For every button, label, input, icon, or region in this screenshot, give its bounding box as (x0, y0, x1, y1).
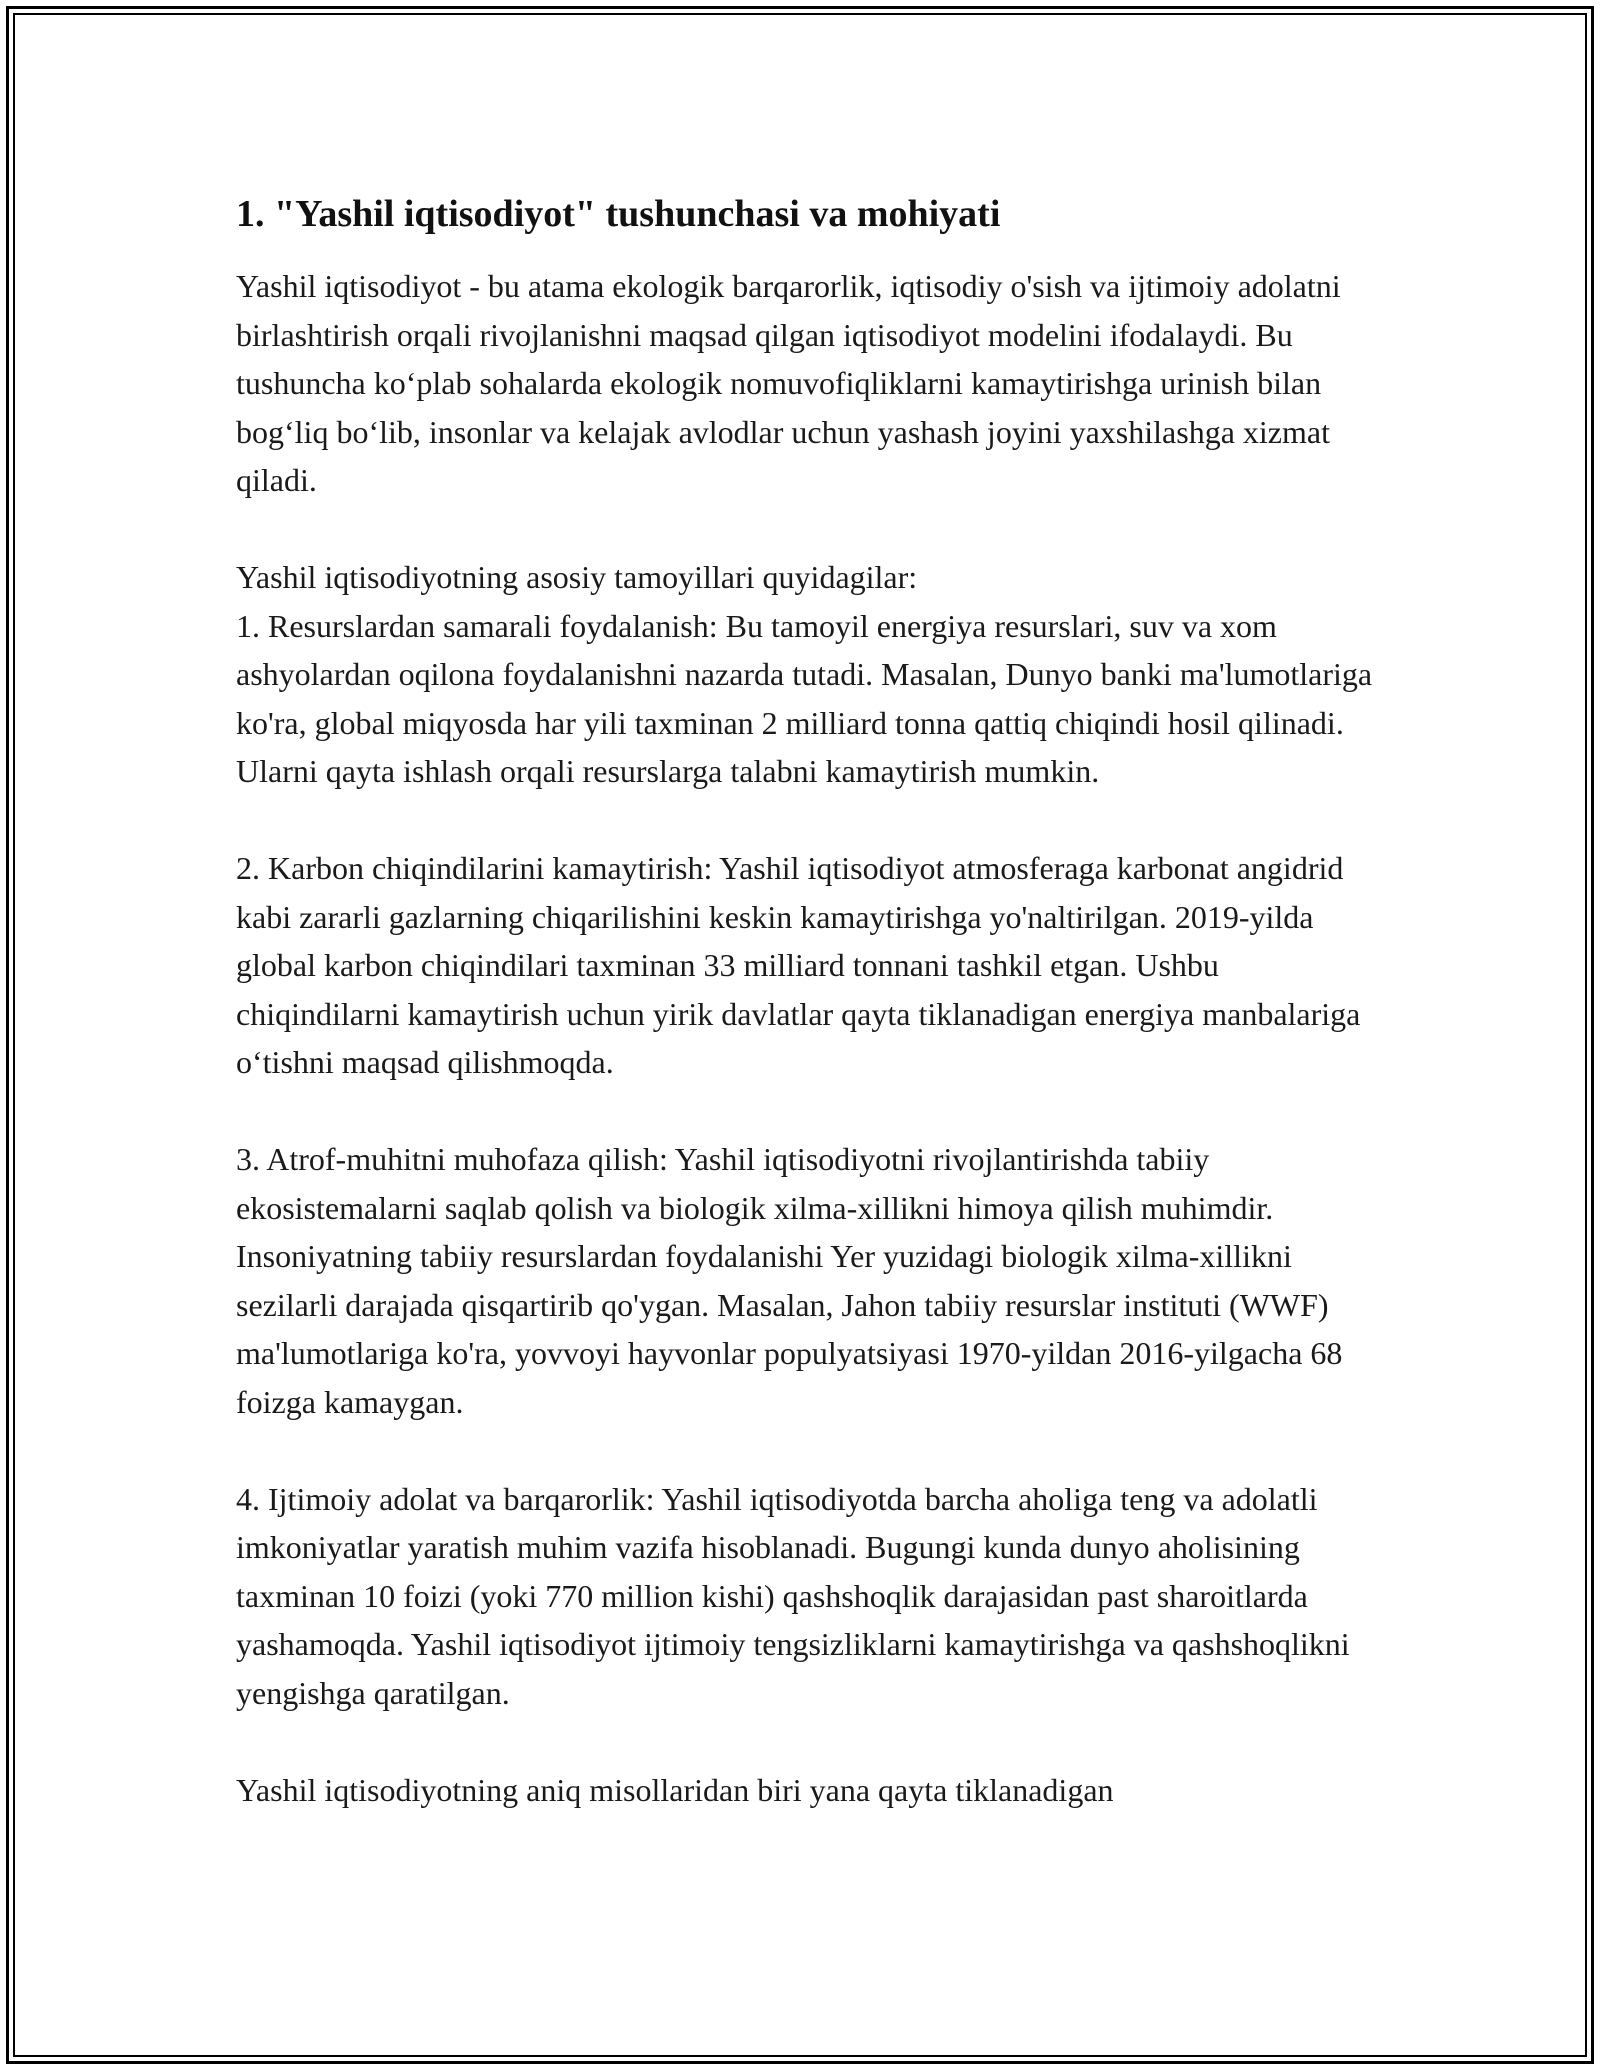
principle-1-paragraph: 1. Resurslardan samarali foydalanish: Bu tamoyil energiya resurslari, suv va xom ashyolardan oqilona foydalanishni nazarda tutadi. Masalan, Dunyo banki ma'lumotlariga ko'ra, global miqyosda har yili taxminan 2 milliard tonna qattiq chiqindi hosil qilinadi. Ularni qayta ishlash orqali resurslarga talabni kamaytirish mumkin. (236, 607, 1373, 789)
paragraph-gap (236, 1426, 1376, 1475)
paragraph-gap (236, 1087, 1376, 1136)
paragraph-gap (236, 796, 1376, 845)
intro-paragraph: Yashil iqtisodiyot - bu atama ekologik barqarorlik, iqtisodiy o'sish va ijtimoiy adolatni birlashtirish orqali rivojlanishni maqsad qilgan iqtisodiyot modelini ifodalaydi. Bu tushuncha koʻplab sohalarda ekologik nomuvofiqliklarni kamaytirishga urinish bilan bogʻliq boʻlib, insonlar va kelajak avlodlar uchun yashash joyini yaxshilashga xizmat qiladi. (236, 268, 1341, 498)
principle-2-paragraph: 2. Karbon chiqindilarini kamaytirish: Yashil iqtisodiyot atmosferaga karbonat angidrid kabi zararli gazlarning chiqarilishini keskin kamaytirishga yo'naltirilgan. 2019-yilda global karbon chiqindilari taxminan 33 milliard tonnani tashkil etgan. Ushbu chiqindilarni kamaytirish uchun yirik davlatlar qayta tiklanadigan energiya manbalariga oʻtishni maqsad qilishmoqda. (236, 850, 1361, 1080)
principles-intro: Yashil iqtisodiyotning asosiy tamoyillari quyidagilar: (236, 559, 918, 595)
paragraph-gap (236, 505, 1376, 554)
document-body (236, 186, 1376, 1814)
closing-paragraph: Yashil iqtisodiyotning aniq misollaridan biri yana qayta tiklanadigan (236, 1771, 1114, 1808)
principle-3-paragraph: 3. Atrof-muhitni muhofaza qilish: Yashil iqtisodiyotni rivojlantirishda tabiiy ekosistemalarni saqlab qolish va biologik xilma-xillikni himoya qilish muhimdir. Insoniyatning tabiiy resurslardan foydalanishi Yer yuzidagi biologik xilma-xillikni sezilarli darajada qisqartirib qo'ygan. Masalan, Jahon tabiiy resurslar instituti (WWF) ma'lumotlariga ko'ra, yovvoyi hayvonlar populyatsiyasi 1970-yildan 2016-yilgacha 68 foizga kamaygan. (236, 1141, 1343, 1420)
section-heading: 1. "Yashil iqtisodiyot" tushunchasi va mohiyati (236, 193, 1001, 235)
paragraph-gap (236, 1717, 1376, 1766)
principle-4-paragraph: 4. Ijtimoiy adolat va barqarorlik: Yashil iqtisodiyotda barcha aholiga teng va adolatli imkoniyatlar yaratish muhim vazifa hisoblanadi. Bugungi kunda dunyo aholisining taxminan 10 foizi (yoki 770 million kishi) qashshoqlik darajasidan past sharoitlarda yashamoqda. Yashil iqtisodiyot ijtimoiy tengsizliklarni kamaytirishga va qashshoqlikni yengishga qaratilgan. (236, 1480, 1350, 1711)
